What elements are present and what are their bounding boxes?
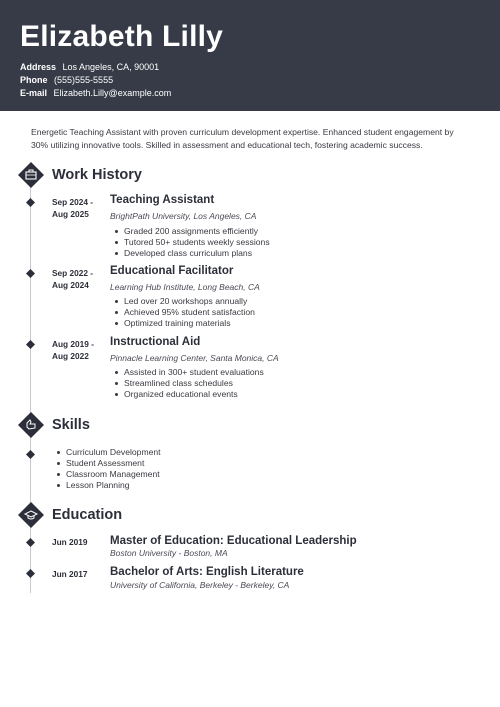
email-label: E-mail (20, 88, 48, 98)
timeline-line (30, 175, 31, 593)
list-item: Graded 200 assignments efficiently (110, 226, 270, 237)
job-title: Instructional Aid (110, 336, 201, 348)
job-company: Learning Hub Institute, Long Beach, CA (110, 282, 260, 292)
timeline-marker (26, 198, 35, 207)
work-history-heading: Work History (52, 167, 142, 183)
job-bullets (110, 226, 270, 259)
list-item: Achieved 95% student satisfaction (110, 307, 255, 318)
timeline-marker (26, 450, 35, 459)
job-end-date: Aug 2025 (52, 209, 89, 219)
job-end-date: Aug 2022 (52, 351, 89, 361)
list-item: Tutored 50+ students weekly sessions (110, 237, 270, 248)
job-company: Pinnacle Learning Center, Santa Monica, CA (110, 353, 279, 363)
graduation-cap-icon (18, 502, 44, 528)
job-end-date: Aug 2024 (52, 280, 89, 290)
degree-title: Master of Education: Educational Leadership (110, 535, 357, 547)
skills-list (52, 447, 161, 491)
education-date: Jun 2019 (52, 537, 88, 547)
list-item: Led over 20 workshops annually (110, 296, 255, 307)
resume-header (0, 0, 500, 111)
job-start-date: Aug 2019 - (52, 339, 94, 349)
email-line (20, 88, 171, 98)
job-date-range (52, 267, 108, 291)
list-item: Organized educational events (110, 389, 264, 400)
job-start-date: Sep 2024 - (52, 197, 94, 207)
job-title: Teaching Assistant (110, 194, 215, 206)
job-date-range (52, 338, 108, 362)
job-start-date: Sep 2022 - (52, 268, 94, 278)
candidate-name: Elizabeth Lilly (20, 20, 224, 53)
hand-icon (18, 412, 44, 438)
address-line (20, 62, 159, 72)
timeline-marker (26, 569, 35, 578)
list-item: Developed class curriculum plans (110, 248, 270, 259)
school-name: University of California, Berkeley - Berkeley, CA (110, 580, 290, 590)
briefcase-icon (18, 162, 44, 188)
education-date: Jun 2017 (52, 569, 88, 579)
job-date-range (52, 196, 108, 220)
skills-heading: Skills (52, 417, 90, 433)
degree-title: Bachelor of Arts: English Literature (110, 566, 304, 578)
school-name: Boston University - Boston, MA (110, 548, 228, 558)
list-item: Student Assessment (52, 458, 161, 469)
job-bullets (110, 296, 255, 329)
job-company: BrightPath University, Los Angeles, CA (110, 211, 257, 221)
email-value[interactable]: Elizabeth.Lilly@example.com (53, 88, 172, 98)
job-bullets (110, 367, 264, 400)
address-value: Los Angeles, CA, 90001 (62, 62, 160, 72)
education-heading: Education (52, 507, 123, 523)
list-item: Streamlined class schedules (110, 378, 264, 389)
job-title: Educational Facilitator (110, 265, 234, 277)
professional-summary: Energetic Teaching Assistant with proven curriculum development expertise. Enhanced student engagement by 30% utilizing innovative tools. Skilled in assessment and educational tech, fostering academic success. (31, 127, 454, 150)
phone-value: (555)555-5555 (54, 75, 114, 85)
timeline-marker (26, 538, 35, 547)
timeline-marker (26, 269, 35, 278)
list-item: Optimized training materials (110, 318, 255, 329)
list-item: Lesson Planning (52, 480, 161, 491)
phone-line (20, 75, 113, 85)
list-item: Assisted in 300+ student evaluations (110, 367, 264, 378)
phone-label: Phone (20, 75, 48, 85)
timeline-marker (26, 340, 35, 349)
list-item: Curriculum Development (52, 447, 161, 458)
list-item: Classroom Management (52, 469, 161, 480)
address-label: Address (20, 62, 57, 72)
